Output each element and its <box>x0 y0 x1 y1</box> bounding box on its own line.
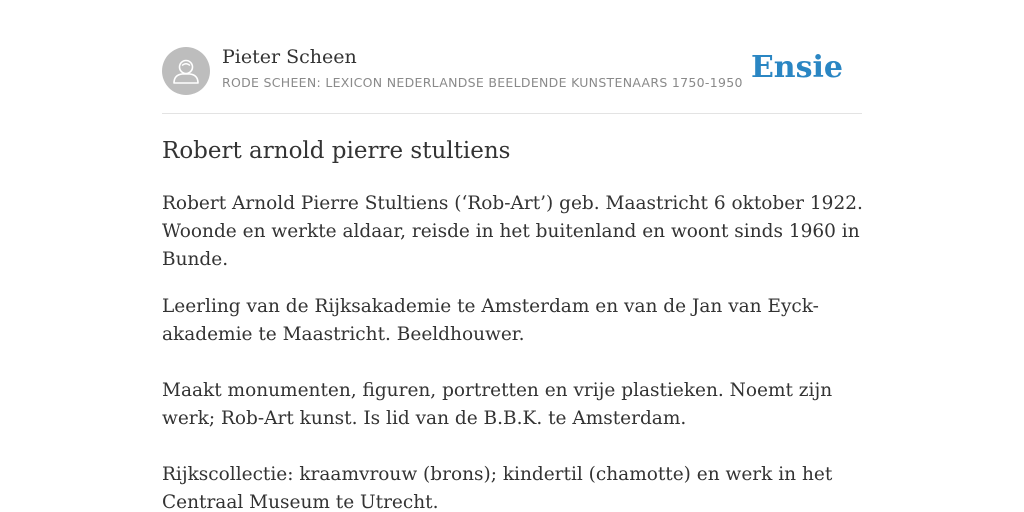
page-title: Robert arnold pierre stultiens <box>162 138 511 164</box>
paragraph-spacer <box>162 433 867 461</box>
article-header <box>162 46 862 96</box>
article-body <box>162 190 867 512</box>
paragraph: Robert Arnold Pierre Stultiens (‘Rob-Art’) geb. Maastricht 6 oktober 1922. Woonde en werkte aldaar, reisde in het buitenland en woont sinds 1960 in Bunde. <box>162 193 863 270</box>
paragraph-spacer <box>162 349 867 377</box>
avatar[interactable] <box>162 47 210 95</box>
paragraph: Maakt monumenten, figuren, portretten en vrije plastieken. Noemt zijn werk; Rob-Art kunst. Is lid van de B.B.K. te Amsterdam. <box>162 380 833 429</box>
brand-logo[interactable]: Ensie <box>750 50 843 85</box>
author-name[interactable]: Pieter Scheen <box>222 46 357 68</box>
user-icon <box>162 47 210 95</box>
source-title[interactable]: RODE SCHEEN: LEXICON NEDERLANDSE BEELDENDE KUNSTENAARS 1750-1950 <box>222 75 743 90</box>
paragraph: Leerling van de Rijksakademie te Amsterdam en van de Jan van Eyck-akademie te Maastricht. Beeldhouwer. <box>162 296 819 345</box>
header-divider <box>162 113 862 114</box>
paragraph: Rijkscollectie: kraamvrouw (brons); kindertil (chamotte) en werk in het Centraal Museum te Utrecht. <box>162 464 833 512</box>
